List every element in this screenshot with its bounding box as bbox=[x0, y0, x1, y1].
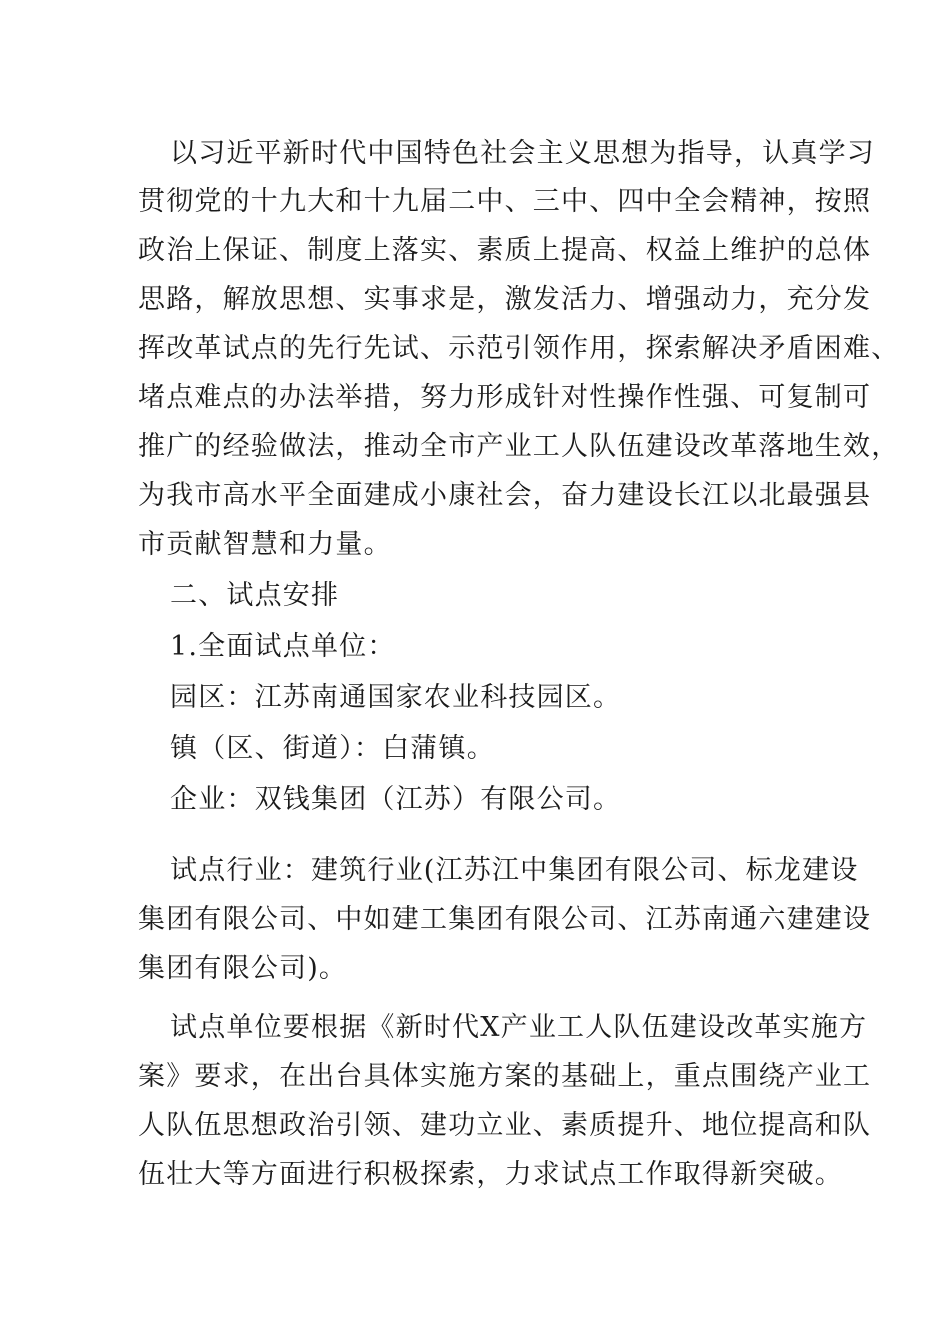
body-text-line: 推广的经验做法，推动全市产业工人队伍建设改革落地生效， bbox=[138, 431, 900, 462]
pilot-industry-line: 集团有限公司、中如建工集团有限公司、江苏南通六建建设 bbox=[138, 904, 872, 935]
body-text-line: 挥改革试点的先行先试、示范引领作用，探索解决矛盾困难、 bbox=[138, 333, 900, 364]
body-text-line: 市贡献智慧和力量。 bbox=[138, 529, 392, 560]
body-text-line: 试点单位要根据《新时代X产业工人队伍建设改革实施方 bbox=[170, 1012, 868, 1043]
pilot-park-line: 园区：江苏南通国家农业科技园区。 bbox=[170, 682, 622, 713]
body-text-line: 伍壮大等方面进行积极探索，力求试点工作取得新突破。 bbox=[138, 1159, 843, 1190]
pilot-industry-line: 集团有限公司)。 bbox=[138, 953, 348, 984]
body-text-line: 案》要求，在出台具体实施方案的基础上，重点围绕产业工 bbox=[138, 1061, 872, 1092]
pilot-town-line: 镇（区、街道）：白蒲镇。 bbox=[170, 733, 495, 764]
body-text-line: 贯彻党的十九大和十九届二中、三中、四中全会精神，按照 bbox=[138, 186, 872, 217]
pilot-industry-line: 试点行业：建筑行业(江苏江中集团有限公司、标龙建设 bbox=[170, 855, 859, 886]
pilot-enterprise-line: 企业：双钱集团（江苏）有限公司。 bbox=[170, 784, 622, 815]
body-text-line: 以习近平新时代中国特色社会主义思想为指导，认真学习 bbox=[170, 138, 875, 169]
section-heading: 二、试点安排 bbox=[170, 580, 340, 611]
body-text-line: 人队伍思想政治引领、建功立业、素质提升、地位提高和队 bbox=[138, 1110, 872, 1141]
body-text-line: 为我市高水平全面建成小康社会，奋力建设长江以北最强县 bbox=[138, 480, 872, 511]
list-item-heading: 1.全面试点单位： bbox=[170, 631, 396, 662]
body-text-line: 堵点难点的办法举措，努力形成针对性操作性强、可复制可 bbox=[138, 382, 872, 413]
body-text-line: 思路，解放思想、实事求是，激发活力、增强动力，充分发 bbox=[138, 284, 872, 315]
body-text-line: 政治上保证、制度上落实、素质上提高、权益上维护的总体 bbox=[138, 235, 872, 266]
